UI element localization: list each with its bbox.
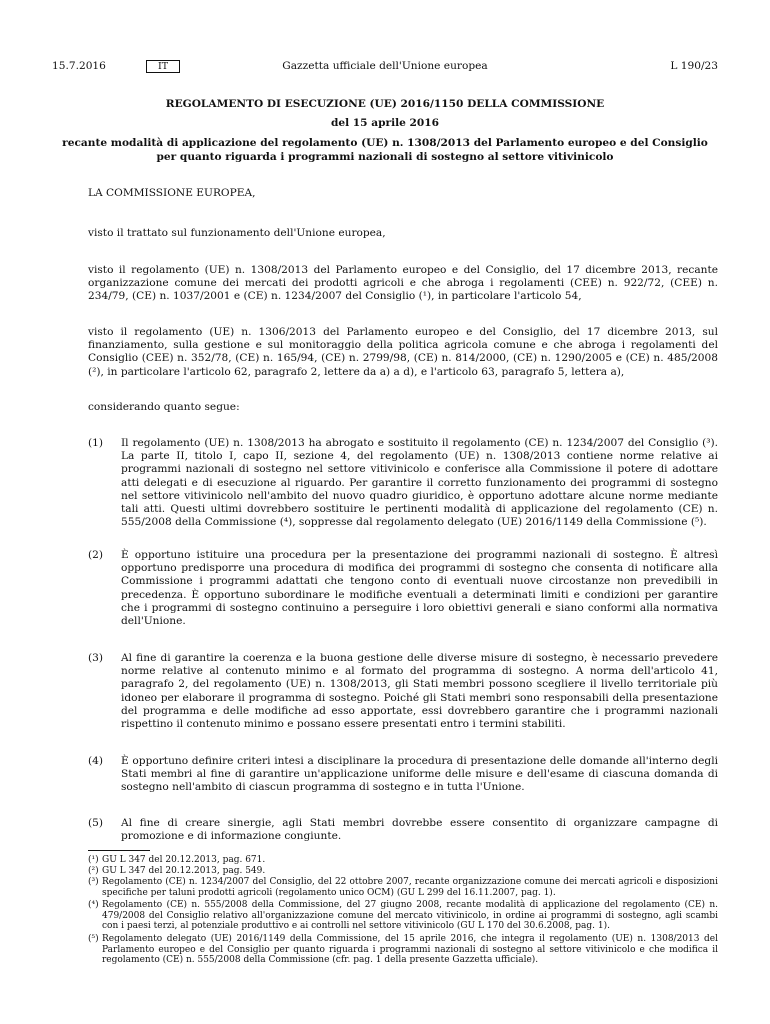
footnote bbox=[88, 934, 718, 966]
citation-treaty: visto il trattato sul funzionamento dell'Unione europea, bbox=[88, 227, 386, 239]
publication-date: 15.7.2016 bbox=[52, 60, 106, 72]
footnote-text: Regolamento (CE) n. 555/2008 della Commissione, del 27 giugno 2008, recante modalità di applicazione del regolamento (CE) n. 479/2008 del Consiglio relativo all'organizzazione comune del mercato vitivinicolo, in ordine ai programmi di sostegno, agli scambi con i paesi terzi, al potenziale produttivo e ai controlli nel settore vitivinicolo (GU L 170 del 30.6.2008, pag. 1). bbox=[102, 900, 718, 932]
recital-number: (1) bbox=[88, 437, 104, 449]
regulation-title bbox=[52, 98, 718, 164]
footnote bbox=[88, 877, 718, 898]
footnote-text: GU L 347 del 20.12.2013, pag. 671. bbox=[102, 855, 266, 865]
recital-number: (5) bbox=[88, 817, 104, 829]
recital-text: È opportuno definire criteri intesi a disciplinare la procedura di presentazione delle domande all'interno degli Stati membri al fine di garantire un'applicazione uniforme delle misure e dell'esame di ciascuna domanda di sostegno nell'ambito di ciascun programma di sostegno e in tutta l'Unione. bbox=[121, 755, 718, 794]
recital-number: (2) bbox=[88, 549, 104, 561]
page-header bbox=[52, 60, 718, 76]
recital-text: Al fine di creare sinergie, agli Stati membri dovrebbe essere consentito di organizzare campagne di promozione e di informazione congiunte. bbox=[121, 817, 718, 843]
journal-name: Gazzetta ufficiale dell'Unione europea bbox=[282, 60, 488, 72]
recital-number: (3) bbox=[88, 652, 104, 664]
title-subject: recante modalità di applicazione del regolamento (UE) n. 1308/2013 del Parlamento europeo e del Consiglio per quanto riguarda i programmi nazionali di sostegno al settore vitivinicolo bbox=[62, 137, 708, 163]
citation-regulation-1306: visto il regolamento (UE) n. 1306/2013 del Parlamento europeo e del Consiglio, del 17 dicembre 2013, sul finanziamento, sulla gestione e sul monitoraggio della politica agricola comune e che abroga i regolamenti del Consiglio (CEE) n. 352/78, (CE) n. 165/94, (CE) n. 2799/98, (CE) n. 814/2000, (CE) n. 1290/2005 e (CE) n. 485/2008 (²), in particolare l'articolo 62, paragrafo 2, lettere da a) a d), e l'articolo 63, paragrafo 5, lettera a), bbox=[88, 326, 718, 378]
footnote bbox=[88, 855, 718, 866]
footnote-text: Regolamento delegato (UE) 2016/1149 della Commissione, del 15 aprile 2016, che integra il regolamento (UE) n. 1308/2013 del Parlamento europeo e del Consiglio per quanto riguarda i programmi nazionali di sostegno al settore vitivinicolo e che modifica il regolamento (CE) n. 555/2008 della Commissione (cfr. pag. 1 della presente Gazzetta ufficiale). bbox=[102, 934, 718, 966]
considerando-intro: considerando quanto segue: bbox=[88, 401, 240, 413]
footnote bbox=[88, 866, 718, 877]
citation-regulation-1308: visto il regolamento (UE) n. 1308/2013 del Parlamento europeo e del Consiglio, del 17 dicembre 2013, recante organizzazione comune dei mercati dei prodotti agricoli e che abroga i regolamenti (CEE) n. 922/72, (CEE) n. 234/79, (CE) n. 1037/2001 e (CE) n. 1234/2007 del Consiglio (¹), in particolare l'articolo 54, bbox=[88, 264, 718, 303]
recital-text: Il regolamento (UE) n. 1308/2013 ha abrogato e sostituito il regolamento (CE) n. 1234/2007 del Consiglio (³). La parte II, titolo I, capo II, sezione 4, del regolamento (UE) n. 1308/2013 contiene norme relative ai programmi nazionali di sostegno nel settore vitivinicolo e conferisce alla Commissione il potere di adottare atti delegati e di esecuzione al riguardo. Per garantire il corretto funzionamento dei programmi di sostegno nel settore vitivinicolo nell'ambito del nuovo quadro giuridico, è opportuno adottare alcune norme mediante tali atti. Questi ultimi dovrebbero sostituire le pertinenti modalità di applicazione del regolamento (CE) n. 555/2008 della Commissione (⁴), soppresse dal regolamento delegato (UE) 2016/1149 della Commissione (⁵). bbox=[121, 437, 718, 529]
footnote-mark: (¹) bbox=[88, 855, 99, 865]
commission-heading: LA COMMISSIONE EUROPEA, bbox=[88, 187, 256, 199]
footnote-mark: (²) bbox=[88, 866, 99, 876]
language-badge: IT bbox=[146, 60, 180, 73]
footnote-text: Regolamento (CE) n. 1234/2007 del Consiglio, del 22 ottobre 2007, recante organizzazione comune dei mercati agricoli e disposizioni specifiche per taluni prodotti agricoli (regolamento unico OCM) (GU L 299 del 16.11.2007, pag. 1). bbox=[102, 877, 718, 898]
footnote-mark: (⁵) bbox=[88, 934, 99, 944]
recital-text: Al fine di garantire la coerenza e la buona gestione delle diverse misure di sostegno, è necessario prevedere norme relative al contenuto minimo e al formato del programma di sostegno. A norma dell'articolo 41, paragrafo 2, del regolamento (UE) n. 1308/2013, gli Stati membri possono scegliere il livello territoriale più idoneo per elaborare il programma di sostegno. Poiché gli Stati membri sono responsabili della presentazione del programma e delle modifiche ad esso apportate, essi dovrebbero garantire che i programmi nazionali rispettino il contenuto minimo e possano essere presentati entro i termini stabiliti. bbox=[121, 652, 718, 731]
footnote-mark: (³) bbox=[88, 877, 99, 887]
footnote-text: GU L 347 del 20.12.2013, pag. 549. bbox=[102, 866, 266, 876]
footnote bbox=[88, 900, 718, 932]
title-line-1: REGOLAMENTO DI ESECUZIONE (UE) 2016/1150 DELLA COMMISSIONE bbox=[165, 98, 605, 110]
footnote-mark: (⁴) bbox=[88, 900, 99, 910]
recital-number: (4) bbox=[88, 755, 104, 767]
footnote-separator bbox=[88, 850, 150, 851]
recital-text: È opportuno istituire una procedura per la presentazione dei programmi nazionali di sostegno. È altresì opportuno predisporre una procedura di modifica dei programmi di sostegno che consenta di notificare alla Commissione i programmi adattati che tengono conto di eventuali nuove circostanze non prevedibili in precedenza. È opportuno subordinare le modifiche eventuali a determinati limiti e condizioni per garantire che i programmi di sostegno continuino a perseguire i loro obiettivi generali e siano conformi alla normativa dell'Unione. bbox=[121, 549, 718, 628]
page-reference: L 190/23 bbox=[670, 60, 718, 72]
title-date: del 15 aprile 2016 bbox=[330, 116, 440, 129]
